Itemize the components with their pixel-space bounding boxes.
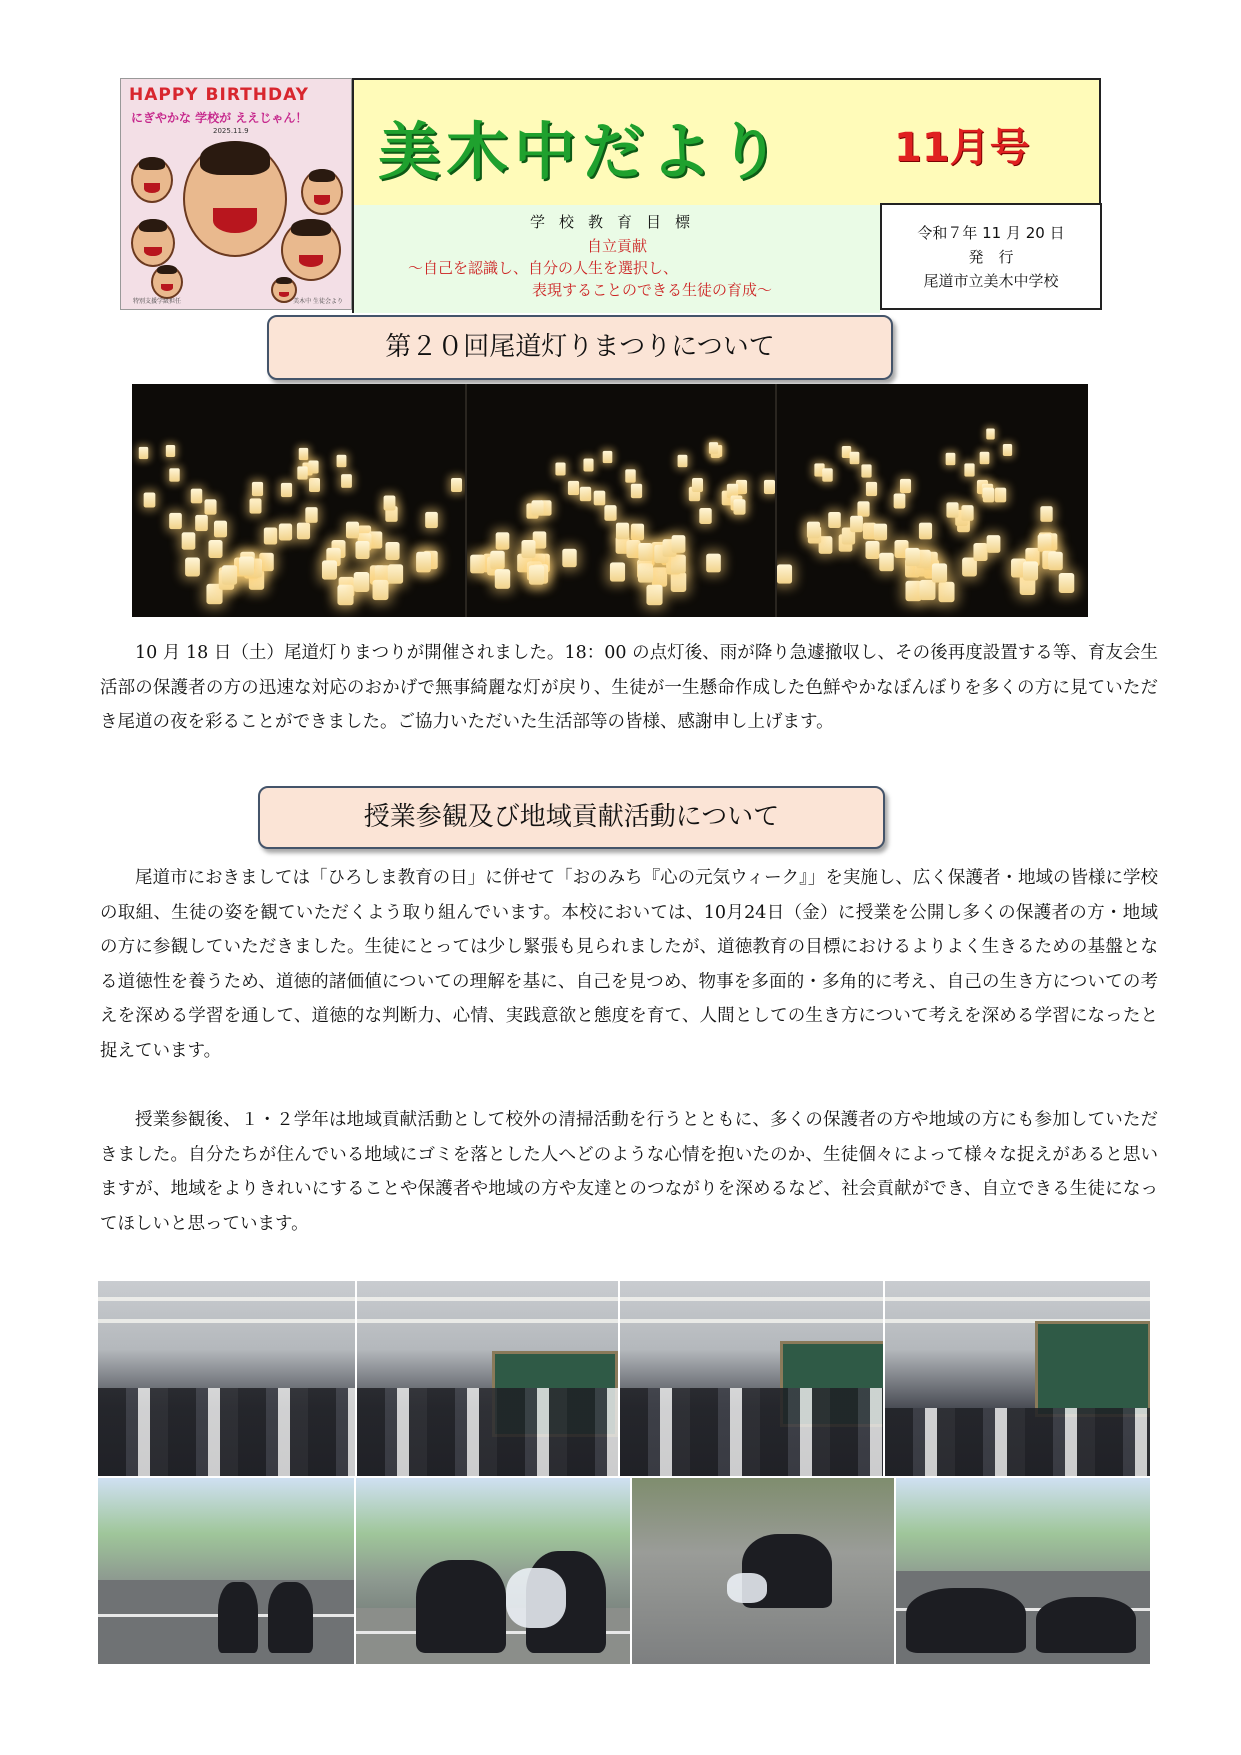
goal-line: 表現することのできる生徒の育成～ <box>532 281 773 299</box>
issue-label: 11月号 <box>894 125 1030 171</box>
lantern <box>807 522 820 539</box>
lantern <box>987 535 1001 553</box>
lantern <box>1048 552 1063 571</box>
lantern <box>616 523 629 540</box>
trash-bag <box>727 1573 767 1603</box>
lantern <box>165 445 174 457</box>
classroom-photo <box>98 1281 355 1476</box>
students-figures <box>268 1582 313 1653</box>
lantern <box>337 584 353 605</box>
cleanup-photo <box>632 1478 894 1664</box>
lantern <box>309 478 320 492</box>
poster-footer: 特別支援学級担任 美木中 生徒会より <box>133 298 343 305</box>
lantern <box>866 482 877 496</box>
lantern <box>939 582 955 602</box>
lantern <box>849 451 859 463</box>
lantern <box>865 541 879 559</box>
students-figures <box>357 1388 618 1476</box>
lantern <box>491 550 506 568</box>
cleanup-photo <box>98 1478 354 1664</box>
lantern <box>209 540 223 558</box>
blackboard <box>1035 1321 1150 1417</box>
lantern <box>495 570 511 590</box>
lantern <box>919 579 935 599</box>
goal-heading: 学校教育目標 <box>529 213 704 231</box>
lantern <box>308 461 318 474</box>
lantern <box>857 501 869 517</box>
goal-line: 自立貢献 <box>586 237 647 255</box>
students-figures <box>416 1560 506 1653</box>
lantern <box>652 567 667 587</box>
students-figures <box>98 1388 355 1476</box>
lantern <box>221 565 236 584</box>
lantern <box>638 543 652 561</box>
students-figures <box>218 1582 258 1653</box>
caricature-face <box>301 169 343 215</box>
caricature-face <box>151 265 183 299</box>
cleanup-photo <box>896 1478 1150 1664</box>
publisher-name: 尾道市立美木中学校 <box>923 272 1059 290</box>
lantern <box>346 521 359 538</box>
publication-info-box <box>880 203 1102 310</box>
lantern <box>670 572 686 592</box>
lantern <box>638 563 653 582</box>
poster-subline: にぎやかな 学校が ええじゃん！ <box>131 111 308 125</box>
lantern <box>556 462 566 475</box>
lantern <box>341 474 352 488</box>
lantern <box>337 455 347 468</box>
lantern <box>974 543 988 561</box>
lantern-photo <box>132 384 465 617</box>
classroom-photo <box>357 1281 618 1476</box>
lantern <box>862 464 872 477</box>
lantern <box>965 463 975 476</box>
lantern <box>733 499 745 514</box>
lantern <box>204 499 216 514</box>
lantern-festival-paragraph: 10 月 18 日（土）尾道灯りまつりが開催されました。18：00 の点灯後、雨が降り急遽撤収し、その後再度設置する等、育友会生活部の保護者の方の迅速な対応のおかげで無事綺麗な灯が戻り、生徒が一生懸命作成した色鮮やかなぼんぼりを多くの方に見ていただき尾道の夜を彩ることができました。ご協力いただいた生活部等の皆様、感謝申し上げます。 <box>100 643 1158 732</box>
community-activity-paragraph: 授業参観後、１・２学年は地域貢献活動として校外の清掃活動を行うとともに、多くの保護者の方や地域の方にも参加していただきました。自分たちが住んでいる地域にゴミを落とした人へどのような心情を抱いたのか、生徒個々によって様々な捉えがあると思いますが、地域をよりきれいにすることや保護者や地域の方や友達とのつながりを深めるなど、社会貢献ができ、自立できる生徒になってほしいと思っています。 <box>100 1110 1158 1234</box>
lantern <box>625 469 636 482</box>
lantern <box>850 516 863 532</box>
newsletter-title-banner <box>352 78 1101 205</box>
lantern <box>250 498 262 513</box>
lantern <box>521 540 535 558</box>
lantern <box>631 484 642 498</box>
students-figures <box>906 1588 1026 1653</box>
lantern <box>980 452 990 464</box>
lantern <box>239 557 254 576</box>
lantern <box>181 533 195 551</box>
lantern <box>706 554 721 573</box>
school-goal-box <box>352 205 880 313</box>
lantern <box>946 502 958 518</box>
lantern <box>995 488 1007 503</box>
lantern <box>1040 506 1052 522</box>
students-figures <box>885 1408 1150 1476</box>
poster-date: 2025.11.9 <box>213 127 249 135</box>
lantern <box>297 466 307 479</box>
lantern <box>828 512 841 528</box>
lantern <box>138 447 148 459</box>
trash-bag <box>506 1568 566 1628</box>
lantern <box>170 468 181 481</box>
classroom-photo <box>885 1281 1150 1476</box>
lantern <box>279 524 292 541</box>
lantern <box>385 542 399 560</box>
lantern <box>677 455 687 468</box>
lantern <box>195 514 208 530</box>
open-class-paragraph: 尾道市におきましては「ひろしま教育の日」に併せて「おのみち『心の元気ウィーク』」を実施し、広く保護者・地域の皆様に学校の取組、生徒の姿を観ていただくよう取り組んでいます。本校においては、10月24日（金）に授業を公開し多くの保護者の方・地域の方に参観していただきました。生徒にとっては少し緊張も見られましたが、道徳教育の目標におけるよりよく生きるための基盤となる道徳性を養うため、道徳的諸価値についての理解を基に、自己を見つめ、物事を多面的・多角的に考え、自己の生き方についての考えを深める学習を通して、道徳的な判断力、心情、実践意欲と態度を育て、人間としての生き方について考えを深める学習になったと捉えています。 <box>100 868 1158 1061</box>
lantern <box>190 489 202 504</box>
lantern <box>594 491 606 506</box>
lantern <box>894 494 906 509</box>
lantern <box>900 479 911 493</box>
lantern <box>700 508 713 524</box>
lantern <box>646 584 662 605</box>
lantern <box>961 505 973 521</box>
lantern <box>355 541 369 559</box>
lantern <box>605 505 617 521</box>
students-figures <box>1036 1597 1136 1653</box>
lantern <box>372 580 388 600</box>
publication-label: 発 行 <box>968 248 1014 266</box>
lantern-festival-photos <box>132 384 1088 617</box>
lantern <box>945 453 955 465</box>
lantern <box>529 565 544 584</box>
lantern <box>777 564 792 583</box>
publication-date: 令和７年 11 月 20 日 <box>917 224 1065 242</box>
lantern-photo <box>775 384 1088 617</box>
lantern <box>299 448 309 460</box>
lantern <box>281 483 292 497</box>
lantern <box>583 458 593 471</box>
caricature-face <box>281 219 341 281</box>
lantern <box>874 523 887 540</box>
lantern <box>252 482 263 496</box>
poster-headline: HAPPY BIRTHDAY <box>129 85 309 105</box>
section-heading-lantern-festival: 第２０回尾道灯りまつりについて <box>267 315 893 380</box>
lantern <box>264 527 277 544</box>
lantern <box>1023 562 1038 581</box>
lantern <box>579 487 590 502</box>
lantern <box>388 564 403 583</box>
lantern <box>986 429 995 440</box>
cleanup-photo <box>356 1478 630 1664</box>
lantern <box>672 536 686 554</box>
caricature-face <box>131 219 175 267</box>
lantern <box>322 560 337 579</box>
lantern <box>610 562 625 581</box>
lantern <box>417 552 432 571</box>
lantern <box>563 548 578 566</box>
caricature-face <box>131 157 173 203</box>
newsletter-title: 美木中だより <box>378 115 787 188</box>
lantern <box>822 468 833 481</box>
lantern <box>214 521 227 538</box>
lantern <box>671 554 686 573</box>
lantern <box>531 500 543 515</box>
lantern <box>143 493 155 508</box>
lantern <box>169 512 182 528</box>
lantern <box>764 480 775 494</box>
lantern <box>305 507 317 523</box>
lantern <box>919 523 932 540</box>
lantern <box>602 451 612 463</box>
lantern <box>1058 573 1074 593</box>
lantern <box>451 478 462 492</box>
lantern <box>568 481 579 495</box>
lantern <box>496 533 510 551</box>
lantern-photo <box>465 384 776 617</box>
lantern <box>879 553 894 572</box>
lantern <box>709 442 718 454</box>
lantern <box>1002 444 1011 456</box>
goal-line: ～自己を認識し、自分の人生を選択し、 <box>408 259 679 277</box>
lantern <box>185 557 200 576</box>
lantern <box>297 523 310 540</box>
lantern <box>631 523 644 540</box>
students-figures <box>620 1388 883 1476</box>
lantern <box>905 548 919 566</box>
lantern <box>383 496 395 511</box>
lantern <box>983 488 995 503</box>
lantern <box>470 554 485 573</box>
lantern <box>1037 534 1051 552</box>
classroom-photo <box>620 1281 883 1476</box>
caricature-face-main <box>183 141 287 257</box>
lantern <box>354 572 370 592</box>
section-heading-open-class: 授業参観及び地域貢献活動について <box>258 786 885 849</box>
birthday-poster-image <box>120 78 352 310</box>
lantern <box>932 563 947 582</box>
lantern <box>692 478 703 492</box>
lantern <box>425 512 438 528</box>
